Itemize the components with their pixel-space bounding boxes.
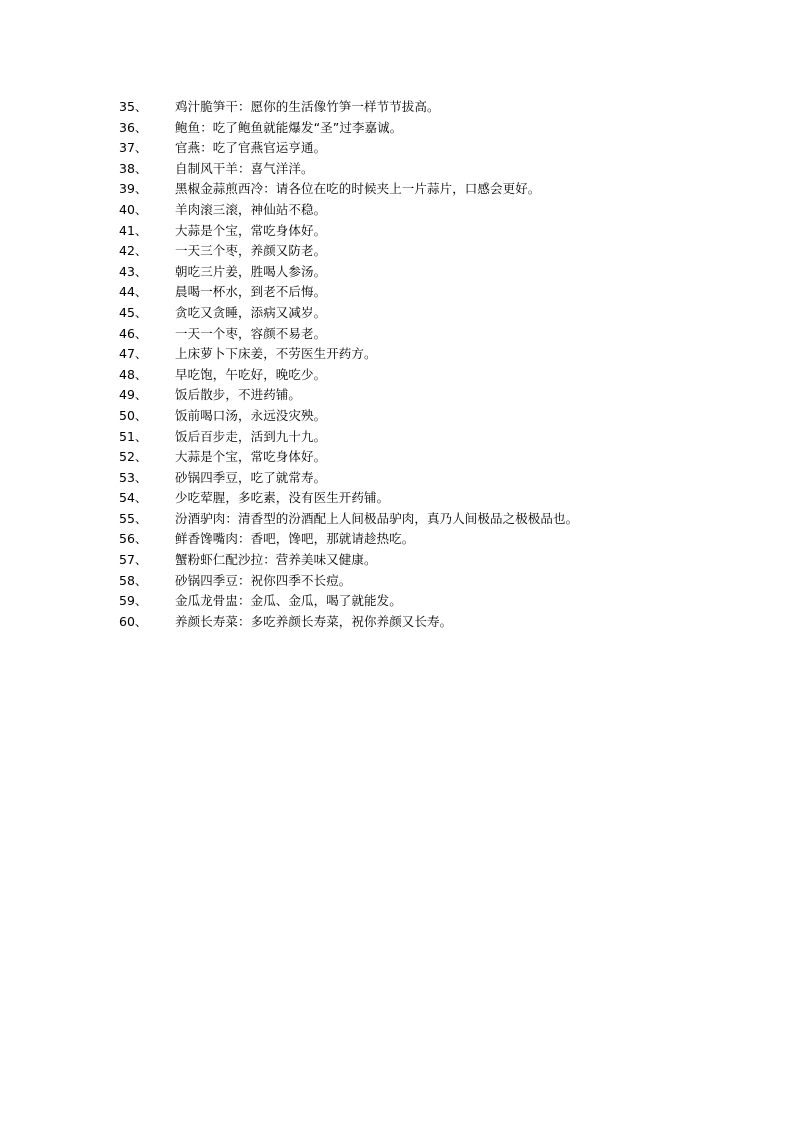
list-item <box>119 468 679 489</box>
list-item-text: 早吃饱，午吃好，晚吃少。 <box>175 366 327 382</box>
list-item-number: 49、 <box>119 387 148 403</box>
list-item-number: 59、 <box>119 593 148 609</box>
list-item-number: 50、 <box>119 407 148 423</box>
list-item <box>119 488 679 509</box>
list-item <box>119 427 679 448</box>
list-item-text: 一天一个枣，容颜不易老。 <box>175 325 327 341</box>
list-item-text: 鸡汁脆笋干：愿你的生活像竹笋一样节节拔高。 <box>175 99 440 114</box>
list-item <box>119 406 679 427</box>
list-item-number: 53、 <box>119 469 148 485</box>
list-item-text: 汾酒驴肉：清香型的汾酒配上人间极品驴肉，真乃人间极品之极极品也。 <box>175 510 579 526</box>
list-item-number: 41、 <box>119 222 148 238</box>
list-item-number: 44、 <box>119 284 148 300</box>
list-item-text: 贪吃又贪睡，添病又减岁。 <box>175 304 327 320</box>
list-item <box>119 200 679 221</box>
list-item-number: 37、 <box>119 140 148 156</box>
numbered-list <box>119 97 679 632</box>
list-item <box>119 344 679 365</box>
list-item <box>119 282 679 303</box>
list-item-number: 42、 <box>119 243 148 259</box>
list-item <box>119 221 679 242</box>
list-item-number: 52、 <box>119 449 148 465</box>
list-item <box>119 612 679 633</box>
list-item-text: 羊肉滚三滚，神仙站不稳。 <box>175 201 327 217</box>
list-item-text: 上床萝卜下床姜，不劳医生开药方。 <box>175 346 377 362</box>
list-item-text: 金瓜龙骨盅：金瓜、金瓜，喝了就能发。 <box>175 593 402 609</box>
list-item-text: 养颜长寿菜：多吃养颜长寿菜，祝你养颜又长寿。 <box>175 613 453 629</box>
list-item-number: 38、 <box>119 160 148 176</box>
list-item-text: 黑椒金蒜煎西冷：请各位在吃的时候夹上一片蒜片，口感会更好。 <box>175 181 541 197</box>
list-item <box>119 262 679 283</box>
list-item-text: 一天三个枣，养颜又防老。 <box>175 243 327 259</box>
list-item-text: 晨喝一杯水，到老不后悔。 <box>175 284 327 300</box>
list-item-text: 砂锅四季豆：祝你四季不长痘。 <box>175 572 352 588</box>
list-item-number: 57、 <box>119 552 148 568</box>
list-item <box>119 591 679 612</box>
list-item-number: 40、 <box>119 201 148 217</box>
list-item <box>119 365 679 386</box>
list-item-number: 56、 <box>119 531 148 547</box>
list-item-text: 鲍鱼：吃了鲍鱼就能爆发“圣”过李嘉诚。 <box>175 119 403 135</box>
list-item-text: 鲜香馋嘴肉：香吧，馋吧，那就请趁热吃。 <box>175 531 415 547</box>
list-item <box>119 385 679 406</box>
list-item <box>119 509 679 530</box>
list-item-number: 60、 <box>119 613 148 629</box>
list-item-text: 饭后百步走，活到九十九。 <box>175 428 327 444</box>
list-item <box>119 550 679 571</box>
list-item-number: 39、 <box>119 181 148 197</box>
list-item-text: 自制风干羊：喜气洋洋。 <box>175 160 314 176</box>
list-item-text: 大蒜是个宝，常吃身体好。 <box>175 222 327 238</box>
list-item <box>119 303 679 324</box>
list-item-text: 大蒜是个宝，常吃身体好。 <box>175 449 327 465</box>
list-item-number: 46、 <box>119 325 148 341</box>
list-item-number: 48、 <box>119 366 148 382</box>
list-item <box>119 179 679 200</box>
list-item-text: 少吃荤腥，多吃素，没有医生开药铺。 <box>175 490 390 506</box>
list-item <box>119 324 679 345</box>
list-item-text: 蟹粉虾仁配沙拉：营养美味又健康。 <box>175 552 377 568</box>
list-item-number: 51、 <box>119 428 148 444</box>
list-item <box>119 447 679 468</box>
list-item-number: 54、 <box>119 490 148 506</box>
list-item-number: 47、 <box>119 346 148 362</box>
list-item-number: 58、 <box>119 572 148 588</box>
list-item-text: 饭后散步，不进药铺。 <box>175 387 302 403</box>
list-item <box>119 97 679 118</box>
list-item-number: 55、 <box>119 510 148 526</box>
list-item-number: 35、 <box>119 99 148 114</box>
list-item <box>119 159 679 180</box>
list-item-text: 砂锅四季豆，吃了就常寿。 <box>175 469 327 485</box>
list-item-text: 朝吃三片姜，胜喝人参汤。 <box>175 263 327 279</box>
list-item-text: 官燕：吃了官燕官运亨通。 <box>175 140 327 156</box>
list-item <box>119 138 679 159</box>
list-item-number: 43、 <box>119 263 148 279</box>
list-item-number: 36、 <box>119 119 148 135</box>
list-item-text: 饭前喝口汤，永远没灾殃。 <box>175 407 327 423</box>
list-item <box>119 571 679 592</box>
list-item <box>119 118 679 139</box>
list-item-number: 45、 <box>119 304 148 320</box>
list-item <box>119 241 679 262</box>
list-item <box>119 529 679 550</box>
